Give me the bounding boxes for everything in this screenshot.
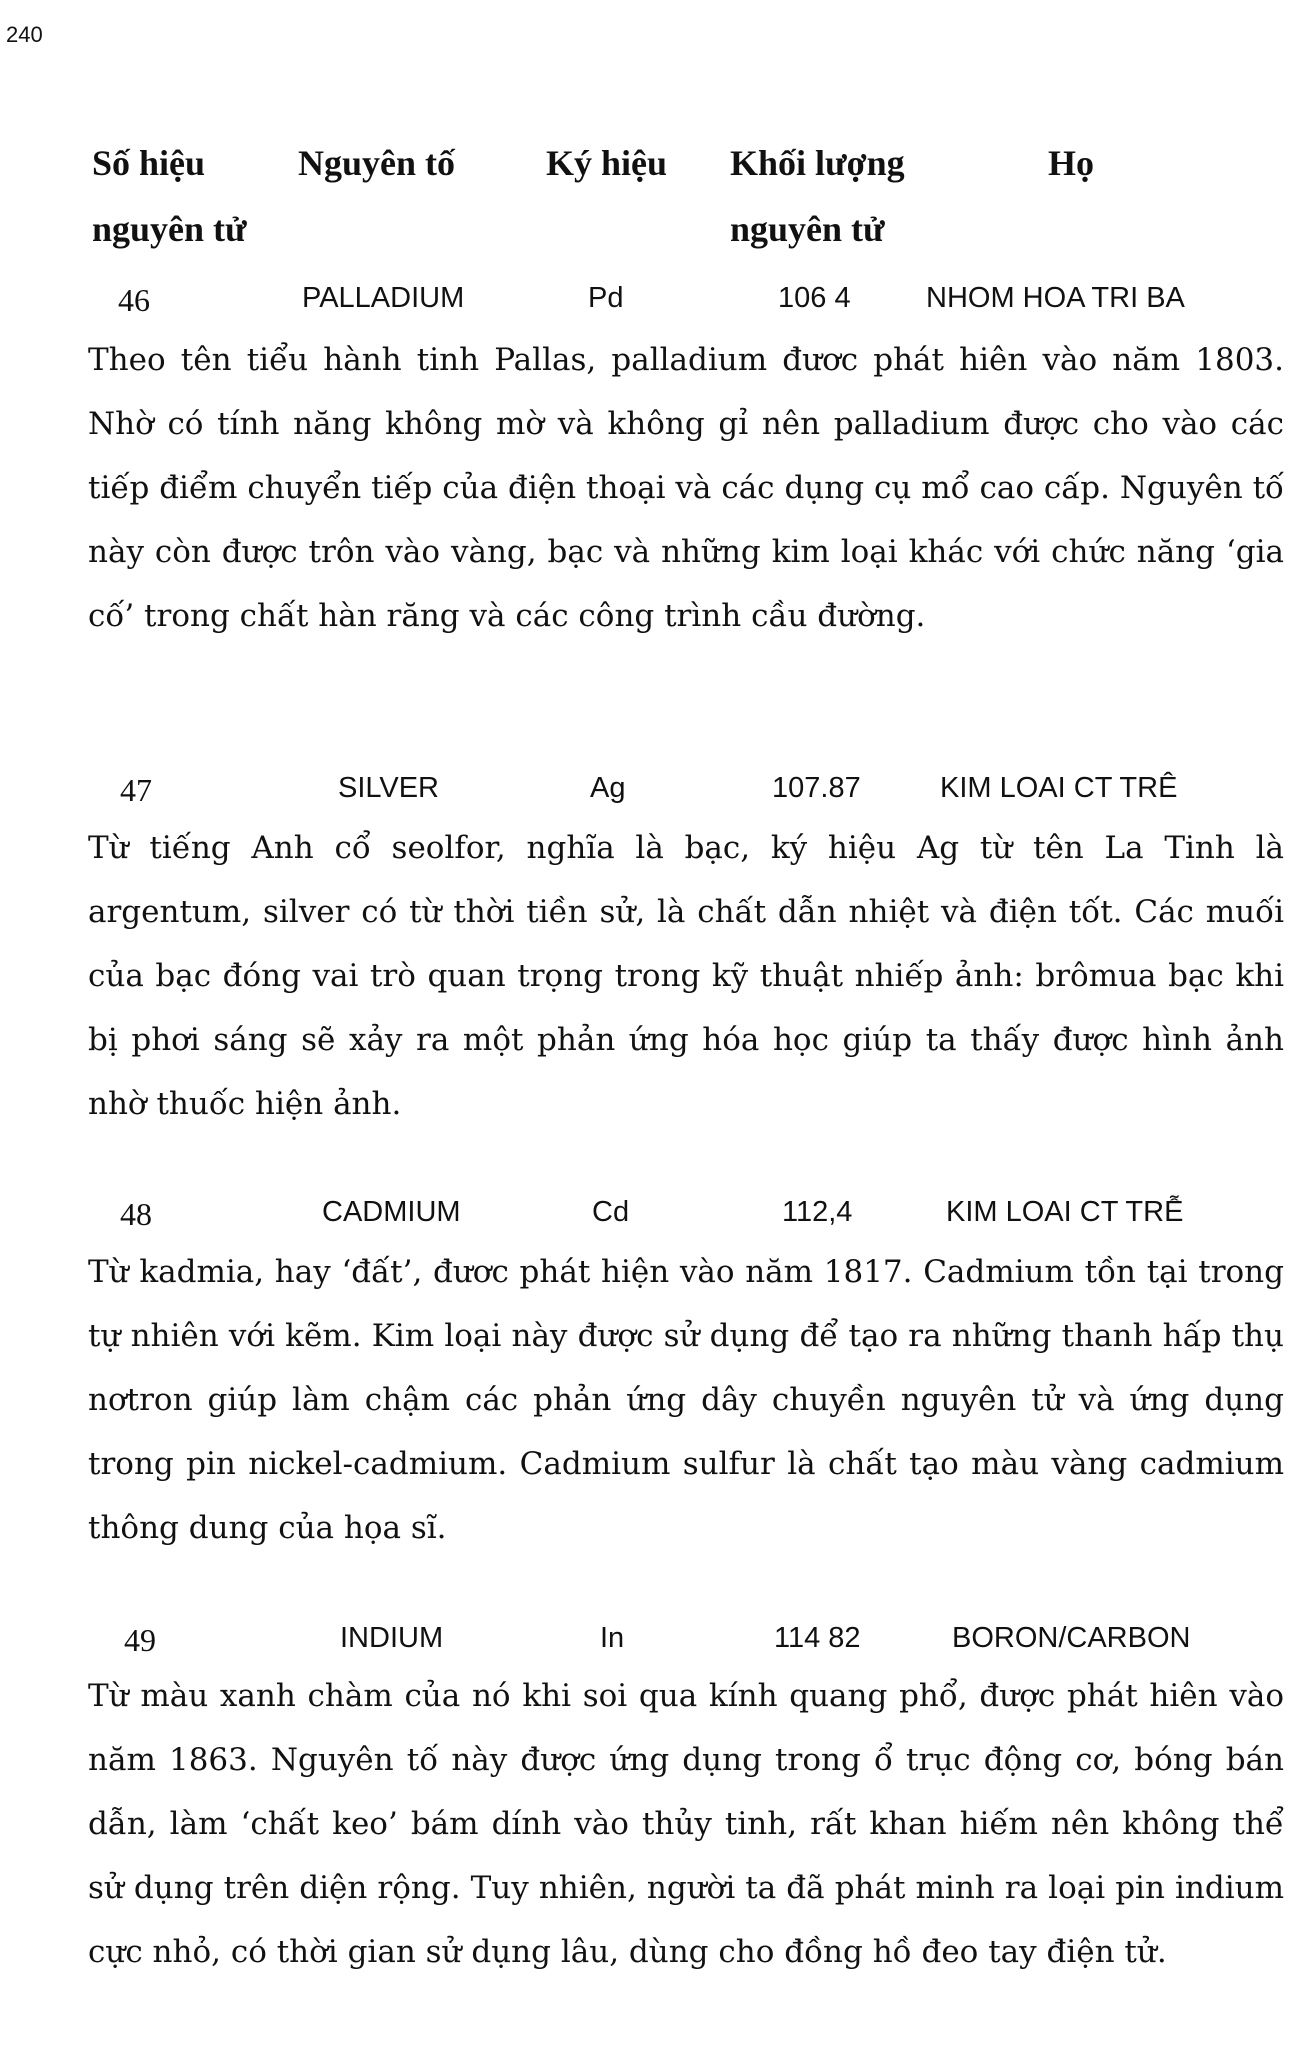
atomic-number: 49 (124, 1622, 156, 1658)
header-atomic-mass (730, 130, 905, 262)
header-atomic-number-line2: nguyên tử (92, 209, 247, 249)
header-atomic-mass-line2: nguyên tử (730, 209, 885, 249)
element-symbol: In (600, 1622, 625, 1654)
atomic-number: 48 (120, 1196, 152, 1232)
element-description: Từ kadmia, hay ‘đất’, đươc phát hiện vào năm 1817. Cadmium tồn tại trong tự nhiên với kẽm. Kim loại này được sử dụng để tạo ra những thanh hấp thụ nơtron giúp làm chậm các phản ứng dây chuyền nguyên tử và ứng dụng trong pin nickel-cadmium. Cadmium sulfur là chất tạo màu vàng cadmium thông dung của họa sĩ. (88, 1254, 1284, 1546)
element-symbol: Ag (590, 772, 626, 804)
element-family: KIM LOAI CT TRÊ (940, 772, 1178, 804)
header-element: Nguyên tố (298, 143, 456, 183)
atomic-mass: 107.87 (772, 772, 861, 804)
element-meta-row (0, 282, 1312, 332)
atomic-mass: 112,4 (782, 1196, 853, 1228)
header-atomic-number (92, 130, 247, 262)
element-entry-indium (0, 1622, 1312, 1970)
element-symbol: Pd (588, 282, 624, 314)
element-family: NHOM HOA TRI BA (926, 282, 1185, 314)
element-name: CADMIUM (322, 1196, 461, 1228)
header-atomic-mass-line1: Khối lượng (730, 143, 905, 183)
element-description: Theo tên tiểu hành tinh Pallas, palladium đươc phát hiên vào năm 1803. Nhờ có tính năng không mờ và không gỉ nên palladium được cho vào các tiếp điểm chuyển tiếp của điện thoại và các dụng cụ mổ cao cấp. Nguyên tố này còn được trôn vào vàng, bạc và những kim loại khác với chức năng ‘gia cố’ trong chất hàn răng và các công trình cầu đường. (88, 342, 1284, 634)
atomic-number: 47 (120, 772, 152, 808)
element-description: Từ tiếng Anh cổ seolfor, nghĩa là bạc, ký hiệu Ag từ tên La Tinh là argentum, silver có từ thời tiền sử, là chất dẫn nhiệt và điện tốt. Các muối của bạc đóng vai trò quan trọng trong kỹ thuật nhiếp ảnh: brômua bạc khi bị phơi sáng sẽ xảy ra một phản ứng hóa học giúp ta thấy được hình ảnh nhờ thuốc hiện ảnh. (88, 830, 1284, 1122)
element-entry-cadmium (0, 1196, 1312, 1546)
element-entry-palladium (0, 282, 1312, 634)
element-name: SILVER (338, 772, 440, 804)
element-meta-row (0, 1196, 1312, 1246)
element-entry-silver (0, 772, 1312, 1122)
header-symbol: Ký hiệu (546, 143, 668, 183)
atomic-number: 46 (118, 282, 150, 318)
element-name: PALLADIUM (302, 282, 465, 314)
header-atomic-number-line1: Số hiệu (92, 143, 206, 183)
element-name: INDIUM (340, 1622, 444, 1654)
element-family: BORON/CARBON (952, 1622, 1191, 1654)
element-symbol: Cd (592, 1196, 630, 1228)
element-family: KIM LOAI CT TRỄ (946, 1196, 1184, 1228)
header-family: Họ (1048, 143, 1095, 183)
element-description: Từ màu xanh chàm của nó khi soi qua kính quang phổ, được phát hiên vào năm 1863. Nguyên tố này được ứng dụng trong ổ trục động cơ, bóng bán dẫn, làm ‘chất keo’ bám dính vào thủy tinh, rất khan hiếm nên không thể sử dụng trên diện rộng. Tuy nhiên, người ta đã phát minh ra loại pin indium cực nhỏ, có thời gian sử dụng lâu, dùng cho đồng hồ đeo tay điện tử. (88, 1678, 1284, 1970)
atomic-mass: 114 82 (774, 1622, 861, 1654)
atomic-mass: 106 4 (778, 282, 851, 314)
page-number: 240 (6, 22, 43, 47)
element-meta-row (0, 772, 1312, 822)
